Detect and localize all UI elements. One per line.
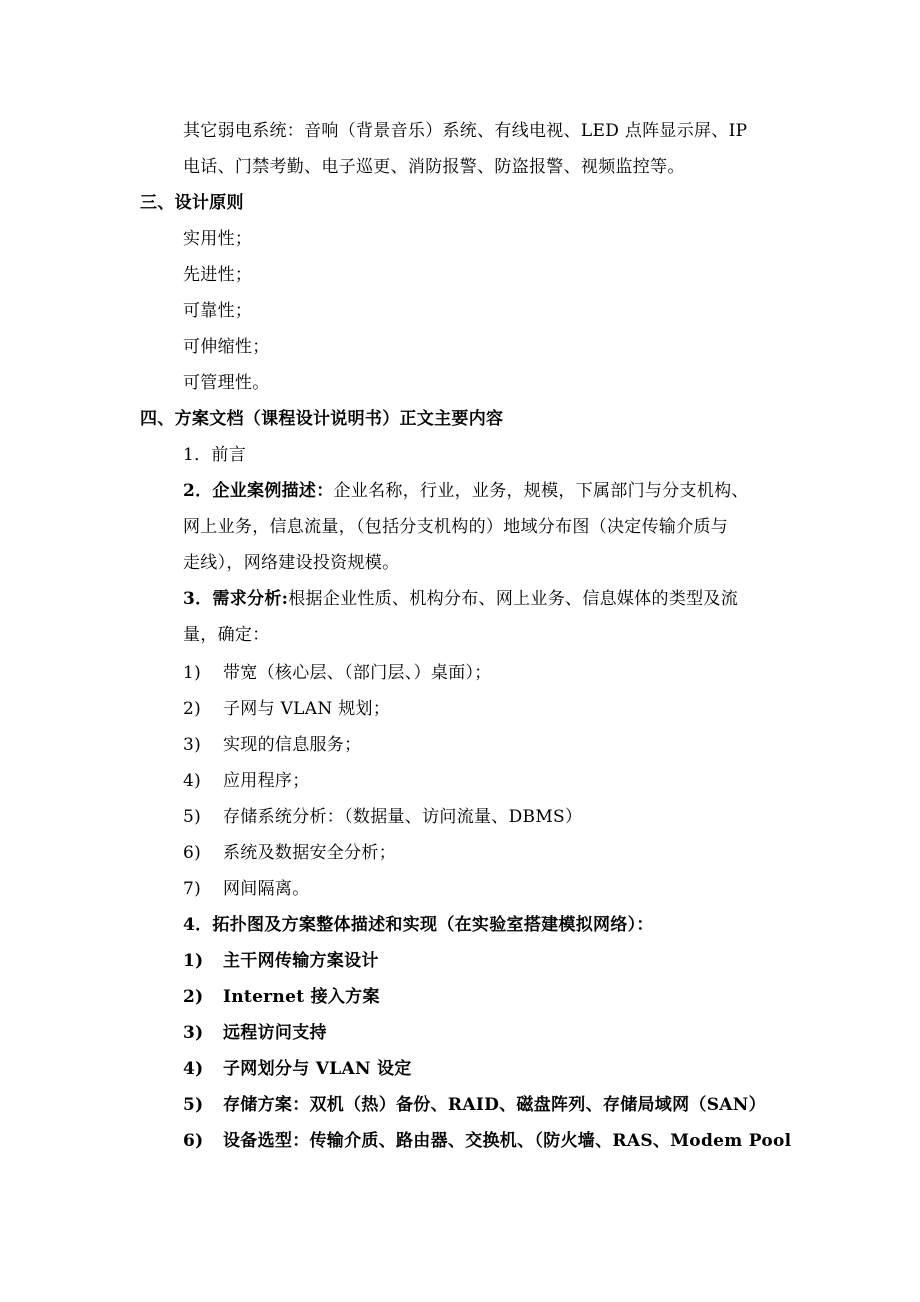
subitem-number: 3) — [183, 1023, 204, 1043]
principle-item: 先进性； — [183, 265, 253, 285]
requirement-subitem — [183, 806, 582, 828]
case-description-text: 网上业务，信息流量，（包括分支机构的）地域分布图（决定传输介质与 — [183, 517, 729, 537]
subitem-text: 系统及数据安全分析； — [223, 843, 396, 863]
subitem-text: 网间隔离。 — [223, 879, 310, 899]
principle-item: 实用性； — [183, 229, 253, 249]
subitem-number: 2) — [183, 987, 204, 1007]
topology-subitem — [183, 1094, 766, 1116]
topology-subitem — [183, 1130, 791, 1152]
subitem-number: 5) — [183, 1095, 204, 1115]
subitem-text: 存储方案：双机（热）备份、RAID、磁盘阵列、存储局域网（SAN） — [223, 1095, 766, 1115]
subitem-text: 设备选型：传输介质、路由器、交换机、（防火墙、RAS、Modem Pool — [223, 1131, 792, 1151]
topology-subitem — [183, 986, 380, 1008]
content-item-topology: 4．拓扑图及方案整体描述和实现（在实验室搭建模拟网络）： — [183, 915, 654, 935]
requirements-text: 量，确定： — [183, 625, 270, 645]
requirement-subitem — [183, 842, 396, 864]
principle-item: 可靠性； — [183, 301, 253, 321]
topology-subitem — [183, 950, 379, 972]
subitem-text: 子网与 VLAN 规划； — [223, 699, 391, 719]
requirement-subitem — [183, 698, 390, 720]
subitem-text: 应用程序； — [223, 771, 310, 791]
subitem-text: 带宽（核心层、（部门层、）桌面）； — [223, 663, 492, 683]
requirement-subitem — [183, 770, 310, 792]
content-item-requirements — [183, 588, 738, 610]
principle-item: 可伸缩性； — [183, 337, 270, 357]
subitem-number: 6) — [183, 843, 202, 863]
subitem-number: 1) — [183, 663, 202, 683]
subitem-number: 1) — [183, 951, 204, 971]
subitem-number: 3) — [183, 735, 202, 755]
subitem-number: 6) — [183, 1131, 204, 1151]
case-description-text: 企业名称，行业，业务，规模，下属部门与分支机构、 — [333, 481, 749, 501]
principle-item: 可管理性。 — [183, 373, 270, 393]
intro-line-2: 电话、门禁考勤、电子巡更、消防报警、防盗报警、视频监控等。 — [183, 157, 685, 177]
subitem-text: 主干网传输方案设计 — [223, 951, 379, 971]
requirements-label: 3．需求分析: — [183, 589, 289, 609]
requirement-subitem — [183, 662, 492, 684]
case-description-label: 2．企业案例描述： — [183, 481, 334, 501]
content-item-preface: 1．前言 — [183, 445, 247, 465]
subitem-number: 7) — [183, 879, 202, 899]
subitem-text: 远程访问支持 — [223, 1023, 327, 1043]
subitem-number: 2) — [183, 699, 202, 719]
requirement-subitem — [183, 734, 361, 756]
subitem-number: 5) — [183, 807, 202, 827]
subitem-text: 子网划分与 VLAN 设定 — [223, 1059, 412, 1079]
case-description-text: 走线），网络建设投资规模。 — [183, 553, 400, 573]
requirements-text: 根据企业性质、机构分布、网上业务、信息媒体的类型及流 — [288, 589, 739, 609]
subitem-text: Internet 接入方案 — [223, 987, 380, 1007]
section-3-heading: 三、设计原则 — [140, 193, 244, 213]
intro-line-1: 其它弱电系统：音响（背景音乐）系统、有线电视、LED 点阵显示屏、IP — [183, 121, 748, 141]
topology-subitem — [183, 1058, 412, 1080]
requirement-subitem — [183, 878, 310, 900]
content-item-case-description — [183, 480, 749, 502]
subitem-text: 实现的信息服务； — [223, 735, 362, 755]
subitem-text: 存储系统分析：（数据量、访问流量、DBMS） — [223, 807, 583, 827]
section-4-heading: 四、方案文档（课程设计说明书）正文主要内容 — [140, 409, 504, 429]
topology-subitem — [183, 1022, 327, 1044]
subitem-number: 4) — [183, 771, 202, 791]
subitem-number: 4) — [183, 1059, 204, 1079]
